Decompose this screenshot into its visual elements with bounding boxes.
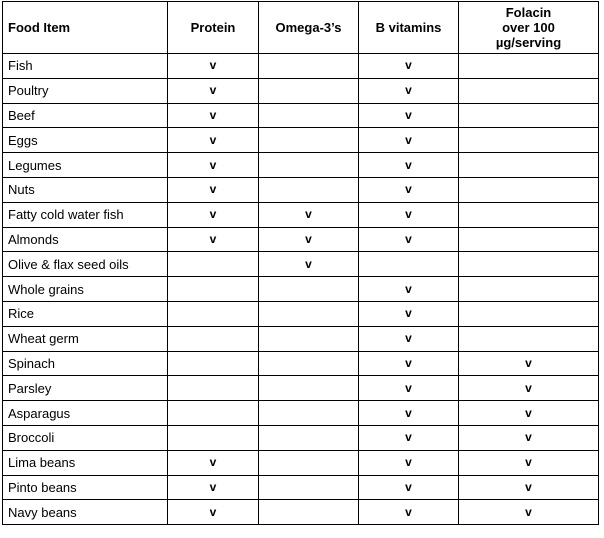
folacin-cell — [459, 301, 599, 326]
b-vitamins-cell: v — [359, 227, 459, 252]
protein-cell — [168, 376, 259, 401]
protein-cell: v — [168, 103, 259, 128]
header-folacin: Folacin over 100 µg/serving — [459, 2, 599, 54]
table-row — [3, 425, 599, 450]
omega-3-cell: v — [259, 227, 359, 252]
table-row — [3, 401, 599, 426]
folacin-cell — [459, 227, 599, 252]
b-vitamins-cell: v — [359, 301, 459, 326]
protein-cell — [168, 277, 259, 302]
folacin-cell — [459, 153, 599, 178]
protein-cell — [168, 252, 259, 277]
folacin-cell: v — [459, 425, 599, 450]
table-row — [3, 376, 599, 401]
omega-3-cell — [259, 128, 359, 153]
omega-3-cell — [259, 326, 359, 351]
table-row — [3, 475, 599, 500]
food-item-cell: Rice — [3, 301, 168, 326]
table-row — [3, 450, 599, 475]
protein-cell — [168, 301, 259, 326]
omega-3-cell — [259, 401, 359, 426]
food-item-cell: Lima beans — [3, 450, 168, 475]
table-row — [3, 103, 599, 128]
table-row — [3, 128, 599, 153]
b-vitamins-cell: v — [359, 103, 459, 128]
protein-cell: v — [168, 78, 259, 103]
protein-cell: v — [168, 475, 259, 500]
omega-3-cell — [259, 475, 359, 500]
table-row — [3, 227, 599, 252]
nutrient-table — [2, 1, 599, 525]
omega-3-cell — [259, 153, 359, 178]
folacin-cell — [459, 326, 599, 351]
omega-3-cell — [259, 376, 359, 401]
protein-cell: v — [168, 500, 259, 525]
b-vitamins-cell: v — [359, 277, 459, 302]
food-item-cell: Asparagus — [3, 401, 168, 426]
header-row — [3, 2, 599, 54]
folacin-cell: v — [459, 351, 599, 376]
omega-3-cell — [259, 103, 359, 128]
food-item-cell: Eggs — [3, 128, 168, 153]
omega-3-cell — [259, 78, 359, 103]
protein-cell: v — [168, 177, 259, 202]
table-row — [3, 326, 599, 351]
folacin-cell — [459, 202, 599, 227]
food-item-cell: Olive & flax seed oils — [3, 252, 168, 277]
protein-cell — [168, 351, 259, 376]
folacin-cell: v — [459, 450, 599, 475]
b-vitamins-cell: v — [359, 153, 459, 178]
omega-3-cell — [259, 177, 359, 202]
folacin-cell — [459, 78, 599, 103]
header-protein: Protein — [168, 2, 259, 54]
b-vitamins-cell: v — [359, 128, 459, 153]
table-row — [3, 277, 599, 302]
omega-3-cell — [259, 425, 359, 450]
food-item-cell: Fish — [3, 54, 168, 79]
omega-3-cell: v — [259, 202, 359, 227]
header-b-vitamins: B vitamins — [359, 2, 459, 54]
food-item-cell: Fatty cold water fish — [3, 202, 168, 227]
omega-3-cell — [259, 351, 359, 376]
food-item-cell: Wheat germ — [3, 326, 168, 351]
b-vitamins-cell — [359, 252, 459, 277]
folacin-cell — [459, 277, 599, 302]
header-food-item: Food Item — [3, 2, 168, 54]
food-item-cell: Legumes — [3, 153, 168, 178]
b-vitamins-cell: v — [359, 78, 459, 103]
table-body — [3, 54, 599, 525]
b-vitamins-cell: v — [359, 500, 459, 525]
protein-cell — [168, 326, 259, 351]
folacin-cell: v — [459, 500, 599, 525]
b-vitamins-cell: v — [359, 177, 459, 202]
table-row — [3, 301, 599, 326]
omega-3-cell — [259, 500, 359, 525]
protein-cell — [168, 401, 259, 426]
protein-cell: v — [168, 202, 259, 227]
table-row — [3, 177, 599, 202]
omega-3-cell — [259, 54, 359, 79]
folacin-cell — [459, 103, 599, 128]
food-item-cell: Pinto beans — [3, 475, 168, 500]
table-row — [3, 202, 599, 227]
protein-cell: v — [168, 128, 259, 153]
protein-cell: v — [168, 227, 259, 252]
food-item-cell: Navy beans — [3, 500, 168, 525]
folacin-cell — [459, 128, 599, 153]
protein-cell: v — [168, 450, 259, 475]
b-vitamins-cell: v — [359, 450, 459, 475]
food-item-cell: Nuts — [3, 177, 168, 202]
food-item-cell: Almonds — [3, 227, 168, 252]
b-vitamins-cell: v — [359, 425, 459, 450]
food-item-cell: Broccoli — [3, 425, 168, 450]
table-row — [3, 54, 599, 79]
b-vitamins-cell: v — [359, 351, 459, 376]
protein-cell: v — [168, 54, 259, 79]
b-vitamins-cell: v — [359, 376, 459, 401]
protein-cell — [168, 425, 259, 450]
folacin-cell: v — [459, 475, 599, 500]
folacin-cell — [459, 252, 599, 277]
table-row — [3, 153, 599, 178]
table-row — [3, 351, 599, 376]
omega-3-cell — [259, 277, 359, 302]
folacin-cell: v — [459, 401, 599, 426]
b-vitamins-cell: v — [359, 326, 459, 351]
header-omega-3: Omega-3’s — [259, 2, 359, 54]
food-item-cell: Poultry — [3, 78, 168, 103]
food-item-cell: Parsley — [3, 376, 168, 401]
omega-3-cell: v — [259, 252, 359, 277]
omega-3-cell — [259, 450, 359, 475]
b-vitamins-cell: v — [359, 401, 459, 426]
food-item-cell: Whole grains — [3, 277, 168, 302]
table-row — [3, 78, 599, 103]
b-vitamins-cell: v — [359, 54, 459, 79]
omega-3-cell — [259, 301, 359, 326]
table-row — [3, 500, 599, 525]
food-item-cell: Spinach — [3, 351, 168, 376]
b-vitamins-cell: v — [359, 475, 459, 500]
folacin-cell: v — [459, 376, 599, 401]
folacin-cell — [459, 177, 599, 202]
protein-cell: v — [168, 153, 259, 178]
food-item-cell: Beef — [3, 103, 168, 128]
table-row — [3, 252, 599, 277]
folacin-cell — [459, 54, 599, 79]
b-vitamins-cell: v — [359, 202, 459, 227]
